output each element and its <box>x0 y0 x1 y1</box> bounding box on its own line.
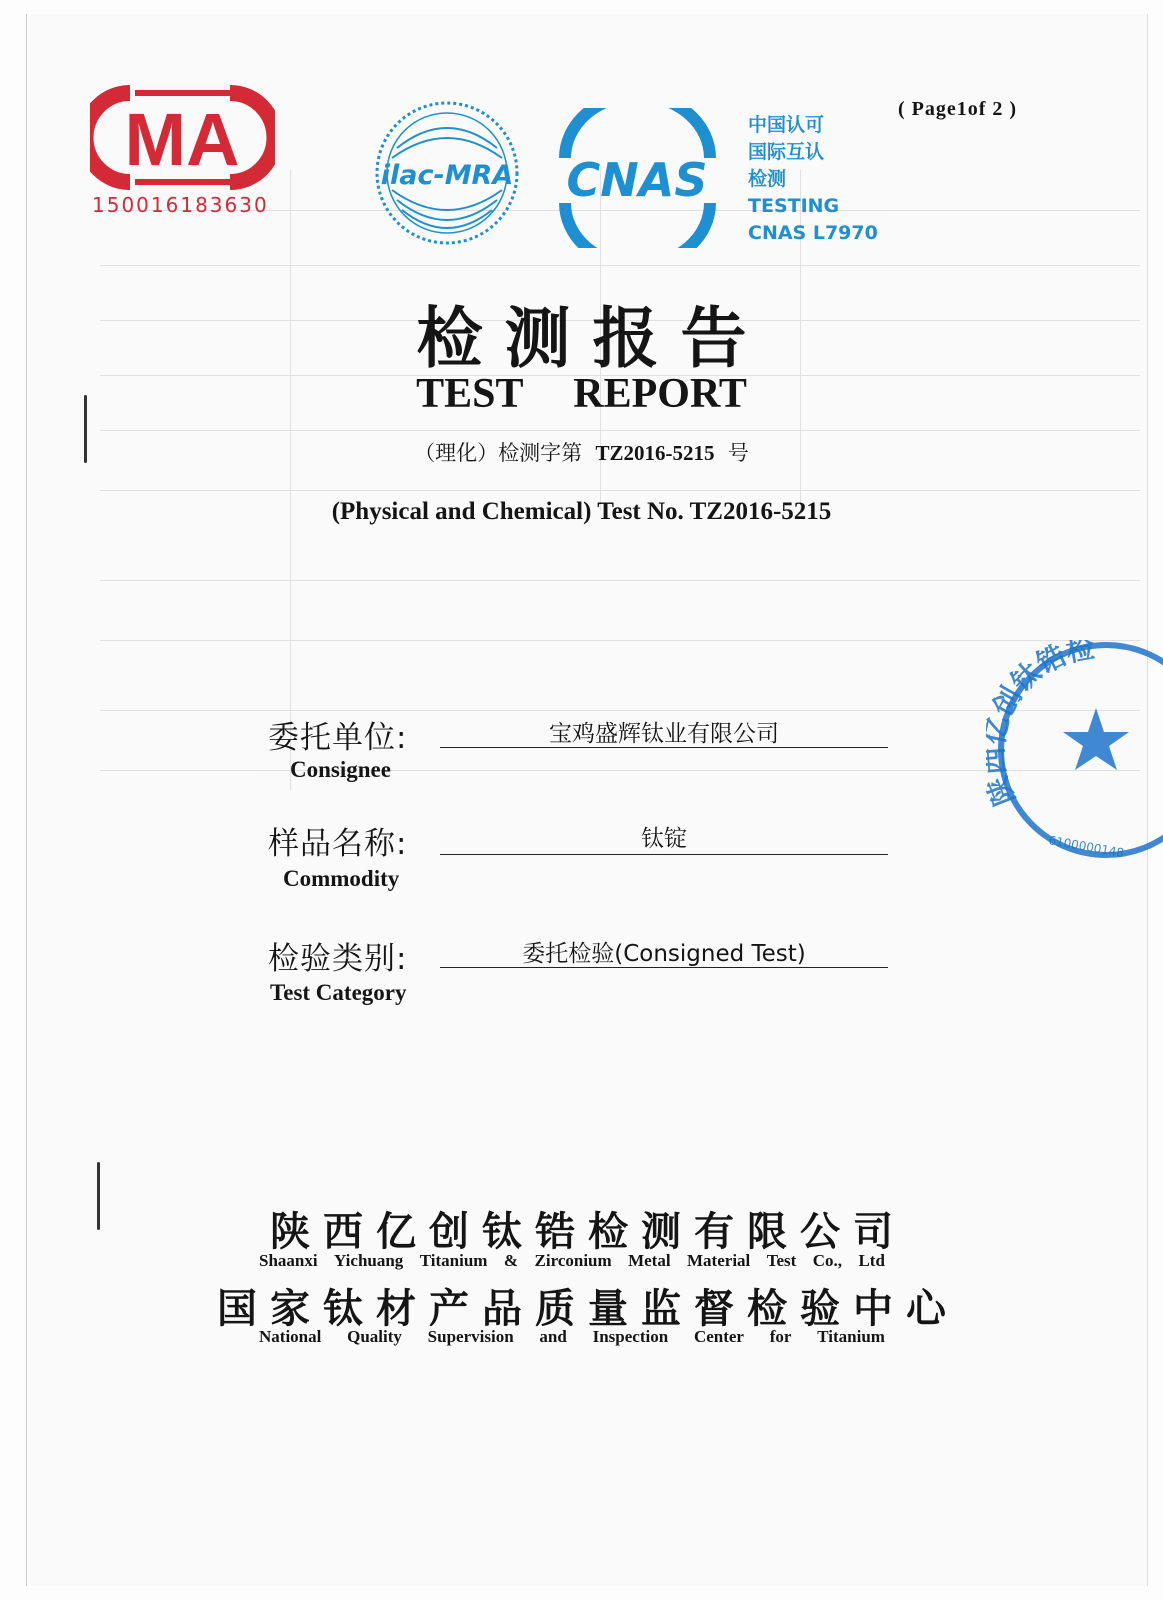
svg-text:陕西亿创钛锆检测专用 <box>986 640 1097 810</box>
consignee-value: 宝鸡盛辉钛业有限公司 <box>549 721 779 747</box>
consignee-underline <box>440 747 888 748</box>
report-number-value: TZ2016-5215 <box>595 441 715 465</box>
report-number-prefix: （理化）检测字第 <box>414 441 583 465</box>
seal-text: 创钛锆检 <box>986 640 1097 722</box>
center-word: National <box>259 1327 322 1346</box>
consignee-label-cn: 委托单位: <box>268 720 408 756</box>
center-word: Supervision <box>427 1327 514 1346</box>
center-name-cn: 国家钛材产品质量监督检验中心 <box>217 1286 959 1332</box>
center-word: Quality <box>347 1327 402 1346</box>
commodity-value: 钛锭 <box>641 826 687 852</box>
cnas-logo <box>550 108 725 252</box>
ilac-text: ilac-MRA <box>380 160 514 191</box>
company-word: Material <box>687 1251 751 1270</box>
company-word: & <box>503 1251 519 1270</box>
report-number-suffix: 号 <box>727 441 749 465</box>
commodity-label-cn: 样品名称: <box>268 826 408 862</box>
inspection-seal <box>986 640 1163 864</box>
company-name-en <box>259 1251 885 1271</box>
cma-text: MA <box>124 98 240 181</box>
company-name-cn: 陕西亿创钛锆检测有限公司 <box>270 1209 906 1255</box>
company-word: Titanium <box>419 1251 488 1270</box>
cnas-text: CNAS <box>566 153 708 207</box>
ilac-mra-logo <box>372 98 522 252</box>
center-word: for <box>769 1327 792 1346</box>
company-word: Ltd <box>858 1251 885 1270</box>
report-title-en: TEST REPORT <box>416 371 747 417</box>
company-word: Shaanxi <box>259 1251 318 1270</box>
center-word: Titanium <box>817 1327 885 1346</box>
company-word: Metal <box>628 1251 671 1270</box>
cnas-accreditation-text <box>748 112 878 247</box>
consignee-label-en: Consignee <box>290 757 391 782</box>
report-number-en: (Physical and Chemical) Test No. TZ2016-5215 <box>331 498 832 525</box>
cnas-line: CNAS L7970 <box>748 222 878 244</box>
test-category-label-en: Test Category <box>270 980 407 1005</box>
company-word: Test <box>766 1251 797 1270</box>
cnas-line: 中国认可 <box>748 114 825 136</box>
center-word: and <box>539 1327 567 1346</box>
report-title-cn: 检测报告 <box>416 300 769 377</box>
cma-logo <box>90 85 275 194</box>
center-word: Center <box>693 1327 744 1346</box>
test-category-value: 委托检验(Consigned Test) <box>522 941 806 967</box>
cnas-line: TESTING <box>748 195 840 217</box>
page-number: ( Page1of 2 ) <box>898 98 1018 120</box>
center-word: Inspection <box>592 1327 669 1346</box>
commodity-label-en: Commodity <box>283 866 400 891</box>
cnas-line: 国际互认 <box>748 141 825 163</box>
cma-number: 150016183630 <box>92 193 269 217</box>
seal-number: 6100000148 <box>1047 833 1126 860</box>
cnas-line: 检测 <box>748 168 787 190</box>
company-word: Yichuang <box>334 1251 404 1270</box>
center-name-en <box>259 1327 885 1347</box>
test-category-underline <box>440 967 888 968</box>
report-number-cn <box>0 437 1163 467</box>
company-word: Co., <box>812 1251 843 1270</box>
test-category-label-cn: 检验类别: <box>268 941 408 977</box>
company-word: Zirconium <box>534 1251 612 1270</box>
commodity-underline <box>440 854 888 855</box>
